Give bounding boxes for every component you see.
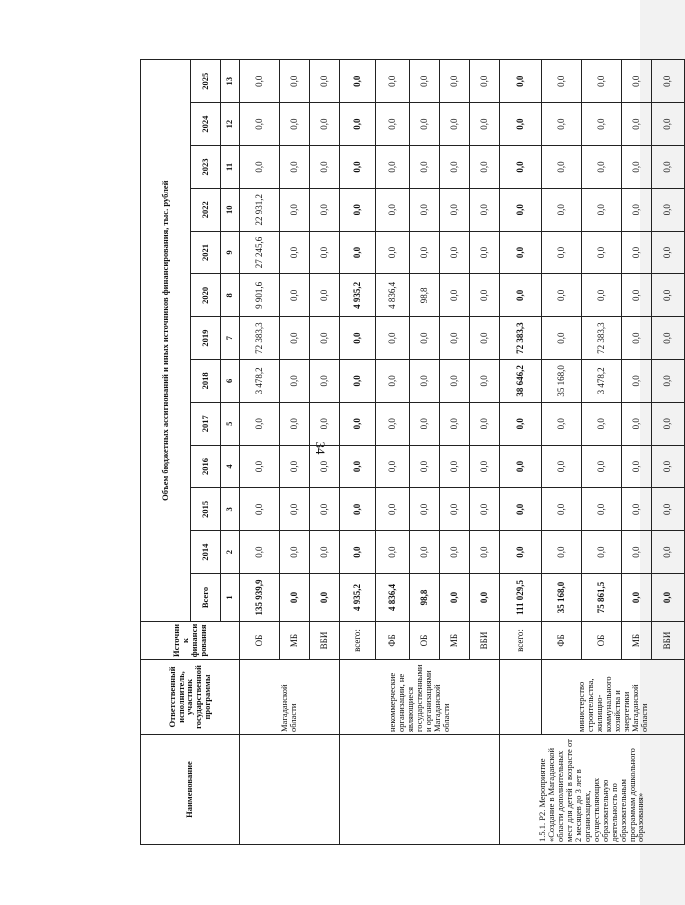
year-value-cell: 0,0 bbox=[409, 317, 439, 360]
year-value-cell: 0,0 bbox=[499, 274, 541, 317]
executor-cell: Магаданской области bbox=[239, 660, 339, 735]
year-value-cell: 0,0 bbox=[375, 231, 409, 274]
year-value-cell: 0,0 bbox=[375, 531, 409, 574]
year-value-cell: 9 901,6 bbox=[239, 274, 279, 317]
year-value-cell: 0,0 bbox=[581, 402, 621, 445]
year-value-cell: 0,0 bbox=[409, 146, 439, 189]
year-value-cell: 0,0 bbox=[651, 274, 684, 317]
column-number: 13 bbox=[221, 60, 240, 103]
year-value-cell: 0,0 bbox=[279, 274, 309, 317]
year-value-cell: 0,0 bbox=[439, 488, 469, 531]
year-value-cell: 0,0 bbox=[239, 402, 279, 445]
year-value-cell: 38 646,2 bbox=[499, 360, 541, 403]
year-value-cell: 0,0 bbox=[621, 317, 651, 360]
header-year: 2021 bbox=[191, 231, 221, 274]
year-value-cell: 0,0 bbox=[469, 402, 499, 445]
header-total: Всего bbox=[191, 574, 221, 622]
total-value-cell: 0,0 bbox=[439, 574, 469, 622]
year-value-cell: 0,0 bbox=[339, 317, 375, 360]
year-value-cell: 0,0 bbox=[651, 146, 684, 189]
rotated-table-wrapper bbox=[140, 60, 673, 845]
total-value-cell: 98,8 bbox=[409, 574, 439, 622]
year-value-cell: 0,0 bbox=[581, 103, 621, 146]
year-value-cell: 0,0 bbox=[499, 60, 541, 103]
year-value-cell: 0,0 bbox=[339, 231, 375, 274]
year-value-cell: 0,0 bbox=[309, 360, 339, 403]
year-value-cell: 0,0 bbox=[439, 231, 469, 274]
year-value-cell: 0,0 bbox=[499, 231, 541, 274]
total-value-cell: 35 168,0 bbox=[541, 574, 581, 622]
source-cell: всего: bbox=[499, 622, 541, 660]
year-value-cell: 0,0 bbox=[651, 445, 684, 488]
column-number: 4 bbox=[221, 445, 240, 488]
table-row bbox=[499, 60, 541, 845]
year-value-cell: 0,0 bbox=[375, 188, 409, 231]
year-value-cell: 0,0 bbox=[309, 531, 339, 574]
year-value-cell: 0,0 bbox=[309, 188, 339, 231]
year-value-cell: 0,0 bbox=[469, 445, 499, 488]
year-value-cell: 0,0 bbox=[309, 445, 339, 488]
total-value-cell: 111 029,5 bbox=[499, 574, 541, 622]
year-value-cell: 0,0 bbox=[469, 360, 499, 403]
column-number: 8 bbox=[221, 274, 240, 317]
year-value-cell: 0,0 bbox=[375, 60, 409, 103]
year-value-cell: 0,0 bbox=[279, 60, 309, 103]
financing-table bbox=[140, 59, 685, 845]
year-value-cell: 0,0 bbox=[409, 103, 439, 146]
year-value-cell: 0,0 bbox=[541, 531, 581, 574]
year-value-cell: 0,0 bbox=[621, 402, 651, 445]
year-value-cell: 0,0 bbox=[651, 103, 684, 146]
source-cell: МБ bbox=[279, 622, 309, 660]
year-value-cell: 72 383,3 bbox=[239, 317, 279, 360]
total-value-cell: 4 935,2 bbox=[339, 574, 375, 622]
column-number: 6 bbox=[221, 360, 240, 403]
year-value-cell: 0,0 bbox=[279, 531, 309, 574]
year-value-cell: 0,0 bbox=[581, 531, 621, 574]
year-value-cell: 0,0 bbox=[339, 60, 375, 103]
year-value-cell: 0,0 bbox=[541, 103, 581, 146]
column-number: 1 bbox=[221, 574, 240, 622]
executor-cell: министерство строительства, жилищно-коммунального хозяйства и энергетики Магаданской области bbox=[541, 660, 684, 735]
year-value-cell: 3 478,2 bbox=[581, 360, 621, 403]
year-value-cell: 0,0 bbox=[651, 402, 684, 445]
year-value-cell: 0,0 bbox=[469, 231, 499, 274]
year-value-cell: 0,0 bbox=[279, 188, 309, 231]
year-value-cell: 0,0 bbox=[541, 317, 581, 360]
header-year: 2016 bbox=[191, 445, 221, 488]
year-value-cell: 3 478,2 bbox=[239, 360, 279, 403]
year-value-cell: 0,0 bbox=[651, 188, 684, 231]
name-cell-empty bbox=[339, 735, 499, 845]
year-value-cell: 0,0 bbox=[339, 445, 375, 488]
year-value-cell: 0,0 bbox=[309, 317, 339, 360]
year-value-cell: 0,0 bbox=[409, 60, 439, 103]
total-value-cell: 135 939,9 bbox=[239, 574, 279, 622]
year-value-cell: 0,0 bbox=[339, 188, 375, 231]
year-value-cell: 0,0 bbox=[239, 488, 279, 531]
year-value-cell: 4 935,2 bbox=[339, 274, 375, 317]
header-name: Наименование bbox=[141, 735, 240, 845]
year-value-cell: 0,0 bbox=[339, 146, 375, 189]
page-number: 34 bbox=[313, 441, 328, 455]
column-number: 10 bbox=[221, 188, 240, 231]
year-value-cell: 0,0 bbox=[279, 146, 309, 189]
year-value-cell: 0,0 bbox=[469, 317, 499, 360]
year-value-cell: 0,0 bbox=[439, 317, 469, 360]
header-executor: Ответственный исполнитель, участник государственной программы bbox=[141, 660, 240, 735]
executor-cell: некоммерческие организации, не являющиеся государственными и организациями Магаданской области bbox=[339, 660, 499, 735]
year-value-cell: 0,0 bbox=[309, 231, 339, 274]
name-cell-empty bbox=[239, 735, 339, 845]
year-value-cell: 0,0 bbox=[621, 231, 651, 274]
year-value-cell: 0,0 bbox=[239, 60, 279, 103]
year-value-cell: 0,0 bbox=[339, 488, 375, 531]
header-year: 2020 bbox=[191, 274, 221, 317]
source-cell: всего: bbox=[339, 622, 375, 660]
year-value-cell: 0,0 bbox=[409, 360, 439, 403]
year-value-cell: 0,0 bbox=[469, 274, 499, 317]
source-cell: МБ bbox=[621, 622, 651, 660]
year-value-cell: 0,0 bbox=[375, 488, 409, 531]
year-value-cell: 0,0 bbox=[581, 445, 621, 488]
year-value-cell: 0,0 bbox=[439, 360, 469, 403]
year-value-cell: 27 245,6 bbox=[239, 231, 279, 274]
year-value-cell: 0,0 bbox=[581, 231, 621, 274]
year-value-cell: 0,0 bbox=[499, 188, 541, 231]
source-cell: ФБ bbox=[375, 622, 409, 660]
year-value-cell: 0,0 bbox=[279, 402, 309, 445]
year-value-cell: 0,0 bbox=[339, 103, 375, 146]
year-value-cell: 0,0 bbox=[375, 146, 409, 189]
year-value-cell: 22 931,2 bbox=[239, 188, 279, 231]
header-source: Источник финансирования bbox=[141, 622, 240, 660]
year-value-cell: 0,0 bbox=[499, 146, 541, 189]
source-cell: ВБИ bbox=[309, 622, 339, 660]
header-year: 2022 bbox=[191, 188, 221, 231]
year-value-cell: 0,0 bbox=[279, 445, 309, 488]
year-value-cell: 0,0 bbox=[469, 146, 499, 189]
year-value-cell: 0,0 bbox=[541, 231, 581, 274]
year-value-cell: 72 383,3 bbox=[499, 317, 541, 360]
year-value-cell: 35 168,0 bbox=[541, 360, 581, 403]
year-value-cell: 0,0 bbox=[279, 231, 309, 274]
total-value-cell: 0,0 bbox=[621, 574, 651, 622]
total-value-cell: 75 861,5 bbox=[581, 574, 621, 622]
year-value-cell: 0,0 bbox=[309, 146, 339, 189]
year-value-cell: 0,0 bbox=[375, 103, 409, 146]
year-value-cell: 0,0 bbox=[279, 317, 309, 360]
year-value-cell: 0,0 bbox=[409, 488, 439, 531]
year-value-cell: 0,0 bbox=[469, 188, 499, 231]
executor-cell-empty bbox=[499, 660, 541, 735]
year-value-cell: 4 836,4 bbox=[375, 274, 409, 317]
year-value-cell: 0,0 bbox=[439, 60, 469, 103]
year-value-cell: 0,0 bbox=[499, 402, 541, 445]
year-value-cell: 0,0 bbox=[651, 231, 684, 274]
year-value-cell: 0,0 bbox=[279, 103, 309, 146]
total-value-cell: 4 836,4 bbox=[375, 574, 409, 622]
year-value-cell: 0,0 bbox=[621, 274, 651, 317]
header-year: 2017 bbox=[191, 402, 221, 445]
year-value-cell: 0,0 bbox=[239, 445, 279, 488]
year-value-cell: 0,0 bbox=[541, 402, 581, 445]
year-value-cell: 0,0 bbox=[239, 146, 279, 189]
column-number: 11 bbox=[221, 146, 240, 189]
year-value-cell: 0,0 bbox=[309, 103, 339, 146]
source-cell: ОБ bbox=[409, 622, 439, 660]
source-cell: ВБИ bbox=[651, 622, 684, 660]
year-value-cell: 0,0 bbox=[621, 445, 651, 488]
column-number: 5 bbox=[221, 402, 240, 445]
column-number: 7 bbox=[221, 317, 240, 360]
year-value-cell: 0,0 bbox=[309, 488, 339, 531]
year-value-cell: 0,0 bbox=[409, 531, 439, 574]
year-value-cell: 0,0 bbox=[439, 531, 469, 574]
year-value-cell: 0,0 bbox=[409, 402, 439, 445]
year-value-cell: 0,0 bbox=[581, 146, 621, 189]
year-value-cell: 0,0 bbox=[309, 60, 339, 103]
year-value-cell: 0,0 bbox=[541, 60, 581, 103]
year-value-cell: 0,0 bbox=[469, 60, 499, 103]
year-value-cell: 0,0 bbox=[621, 360, 651, 403]
year-value-cell: 0,0 bbox=[409, 445, 439, 488]
year-value-cell: 0,0 bbox=[621, 188, 651, 231]
year-value-cell: 0,0 bbox=[541, 188, 581, 231]
year-value-cell: 0,0 bbox=[339, 360, 375, 403]
year-value-cell: 72 383,3 bbox=[581, 317, 621, 360]
year-value-cell: 0,0 bbox=[409, 231, 439, 274]
header-year: 2019 bbox=[191, 317, 221, 360]
year-value-cell: 0,0 bbox=[339, 531, 375, 574]
column-number: 2 bbox=[221, 531, 240, 574]
year-value-cell: 0,0 bbox=[439, 445, 469, 488]
year-value-cell: 0,0 bbox=[469, 531, 499, 574]
year-value-cell: 0,0 bbox=[439, 146, 469, 189]
year-value-cell: 0,0 bbox=[621, 146, 651, 189]
header-year: 2018 bbox=[191, 360, 221, 403]
year-value-cell: 0,0 bbox=[651, 488, 684, 531]
column-number: 12 bbox=[221, 103, 240, 146]
year-value-cell: 0,0 bbox=[309, 402, 339, 445]
total-value-cell: 0,0 bbox=[651, 574, 684, 622]
year-value-cell: 0,0 bbox=[279, 360, 309, 403]
year-value-cell: 98,8 bbox=[409, 274, 439, 317]
column-number: 3 bbox=[221, 488, 240, 531]
total-value-cell: 0,0 bbox=[469, 574, 499, 622]
table-body bbox=[239, 60, 684, 845]
header-year: 2023 bbox=[191, 146, 221, 189]
year-value-cell: 0,0 bbox=[621, 488, 651, 531]
year-value-cell: 0,0 bbox=[621, 103, 651, 146]
year-value-cell: 0,0 bbox=[581, 60, 621, 103]
source-cell: ОБ bbox=[239, 622, 279, 660]
source-cell: МБ bbox=[439, 622, 469, 660]
total-value-cell: 0,0 bbox=[309, 574, 339, 622]
header-year: 2015 bbox=[191, 488, 221, 531]
year-value-cell: 0,0 bbox=[541, 146, 581, 189]
source-cell: ВБИ bbox=[469, 622, 499, 660]
table-row bbox=[239, 60, 279, 845]
year-value-cell: 0,0 bbox=[239, 531, 279, 574]
year-value-cell: 0,0 bbox=[499, 488, 541, 531]
year-value-cell: 0,0 bbox=[439, 402, 469, 445]
year-value-cell: 0,0 bbox=[375, 317, 409, 360]
year-value-cell: 0,0 bbox=[375, 402, 409, 445]
year-value-cell: 0,0 bbox=[279, 488, 309, 531]
year-value-cell: 0,0 bbox=[651, 317, 684, 360]
year-value-cell: 0,0 bbox=[439, 274, 469, 317]
year-value-cell: 0,0 bbox=[469, 488, 499, 531]
year-value-cell: 0,0 bbox=[439, 188, 469, 231]
total-value-cell: 0,0 bbox=[279, 574, 309, 622]
year-value-cell: 0,0 bbox=[375, 360, 409, 403]
header-volume: Объем бюджетных ассигнований и иных источников финансирования, тыс. рублей bbox=[141, 60, 191, 622]
source-cell: ОБ bbox=[581, 622, 621, 660]
header-year: 2024 bbox=[191, 103, 221, 146]
year-value-cell: 0,0 bbox=[239, 103, 279, 146]
header-year: 2014 bbox=[191, 531, 221, 574]
year-value-cell: 0,0 bbox=[541, 488, 581, 531]
year-value-cell: 0,0 bbox=[541, 445, 581, 488]
column-number: 9 bbox=[221, 231, 240, 274]
year-value-cell: 0,0 bbox=[581, 274, 621, 317]
year-value-cell: 0,0 bbox=[581, 188, 621, 231]
table-row bbox=[541, 60, 581, 845]
year-value-cell: 0,0 bbox=[469, 103, 499, 146]
year-value-cell: 0,0 bbox=[541, 274, 581, 317]
year-value-cell: 0,0 bbox=[581, 488, 621, 531]
year-value-cell: 0,0 bbox=[621, 60, 651, 103]
source-cell: ФБ bbox=[541, 622, 581, 660]
year-value-cell: 0,0 bbox=[651, 531, 684, 574]
event-name-cell: 1.5.1. Р2. Мероприятие «Создание в Магаданской области дополнительных мест для детей в возрасте от 2 месяцев до 3 лет в организациях, осуществляющих образовательную деятельность по образовательным программам дошкольного образования» bbox=[499, 735, 684, 845]
year-value-cell: 0,0 bbox=[339, 402, 375, 445]
year-value-cell: 0,0 bbox=[409, 188, 439, 231]
year-value-cell: 0,0 bbox=[499, 445, 541, 488]
year-value-cell: 0,0 bbox=[309, 274, 339, 317]
year-value-cell: 0,0 bbox=[499, 531, 541, 574]
year-value-cell: 0,0 bbox=[375, 445, 409, 488]
year-value-cell: 0,0 bbox=[651, 60, 684, 103]
header-year: 2025 bbox=[191, 60, 221, 103]
year-value-cell: 0,0 bbox=[439, 103, 469, 146]
year-value-cell: 0,0 bbox=[499, 103, 541, 146]
year-value-cell: 0,0 bbox=[621, 531, 651, 574]
year-value-cell: 0,0 bbox=[651, 360, 684, 403]
table-row bbox=[339, 60, 375, 845]
